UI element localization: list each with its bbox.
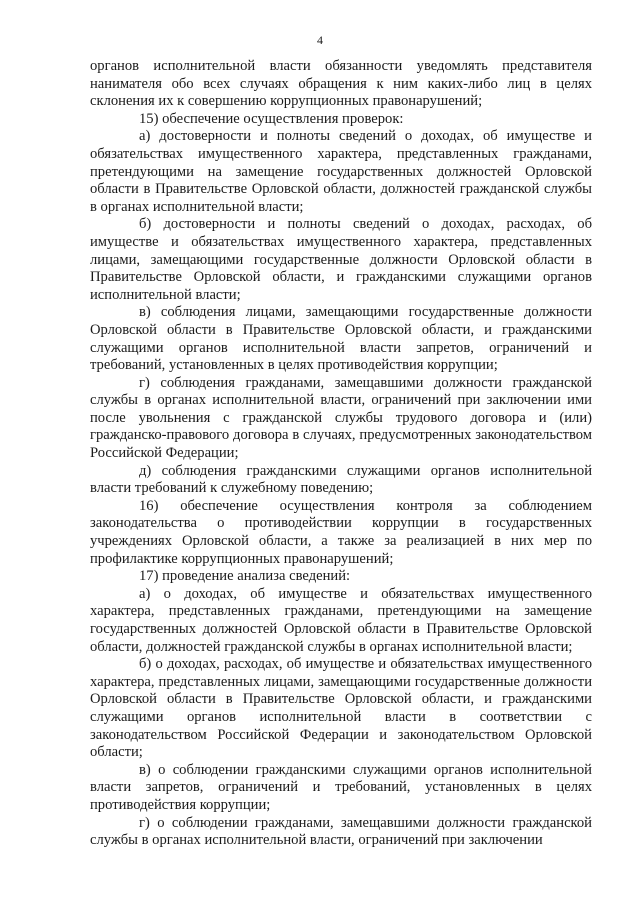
paragraph-item-17a: а) о доходах, об имуществе и обязательствах имущественного характера, представленных гражданами, претендующими на замещение государственных должностей Орловской области в Правительстве Орловской области, должностей гражданской службы в органах исполнительной власти; bbox=[90, 585, 592, 655]
paragraph-item-17g: г) о соблюдении гражданами, замещавшими должности гражданской службы в органах исполнительной власти, ограничений при заключении bbox=[90, 814, 592, 849]
paragraph-item-15: 15) обеспечение осуществления проверок: bbox=[139, 110, 404, 127]
paragraph-item-17v: в) о соблюдении гражданскими служащими органов исполнительной власти запретов, ограничений и требований, установленных в целях противодействия коррупции; bbox=[90, 761, 592, 813]
paragraph-item-17b: б) о доходах, расходах, об имуществе и обязательствах имущественного характера, представленных лицами, замещающими государственные должности Орловской области в Правительстве Орловской области, и гражданскими служащими органов исполнительной власти в соответствии с законодательством Российской Федерации и законодательством Орловской области; bbox=[90, 656, 592, 761]
document-body bbox=[90, 58, 592, 850]
paragraph-item-15v: в) соблюдения лицами, замещающими государственные должности Орловской области в Правительстве Орловской области, и гражданскими служащими органов исполнительной власти запретов, ограничений и требований, установленных в целях противодействия коррупции; bbox=[90, 304, 592, 374]
page-number: 4 bbox=[317, 33, 323, 47]
paragraph-item-16: 16) обеспечение осуществления контроля за соблюдением законодательства о противодействии коррупции в государственных учреждениях Орловской области, а также за реализацией в них мер по профилактике коррупционных правонарушений; bbox=[90, 497, 592, 567]
paragraph-item-15b: б) достоверности и полноты сведений о доходах, расходах, об имуществе и обязательствах имущественного характера, представленных лицами, замещающими государственные должности Орловской области в Правительстве Орловской области, и гражданскими служащими органов исполнительной власти; bbox=[90, 216, 592, 303]
paragraph-item-17: 17) проведение анализа сведений: bbox=[139, 568, 351, 585]
paragraph-item-15g: г) соблюдения гражданами, замещавшими должности гражданской службы в органах исполнительной власти, ограничений при заключении ими после увольнения с гражданской службы трудового договора и (или) гражданско-правового договора в случаях, предусмотренных законодательством Российской Федерации; bbox=[90, 374, 592, 462]
paragraph-continuation: органов исполнительной власти обязанности уведомлять представителя нанимателя обо всех случаях обращения к ним каких-либо лиц в целях склонения их к совершению коррупционных правонарушений; bbox=[90, 58, 592, 110]
paragraph-item-15d: д) соблюдения гражданскими служащими органов исполнительной власти требований к служебному поведению; bbox=[90, 462, 592, 497]
paragraph-item-15a: а) достоверности и полноты сведений о доходах, об имуществе и обязательствах имущественного характера, представленных гражданами, претендующими на замещение государственных должностей Орловской области в Правительстве Орловской области, должностей гражданской службы в органах исполнительной власти; bbox=[90, 128, 592, 215]
